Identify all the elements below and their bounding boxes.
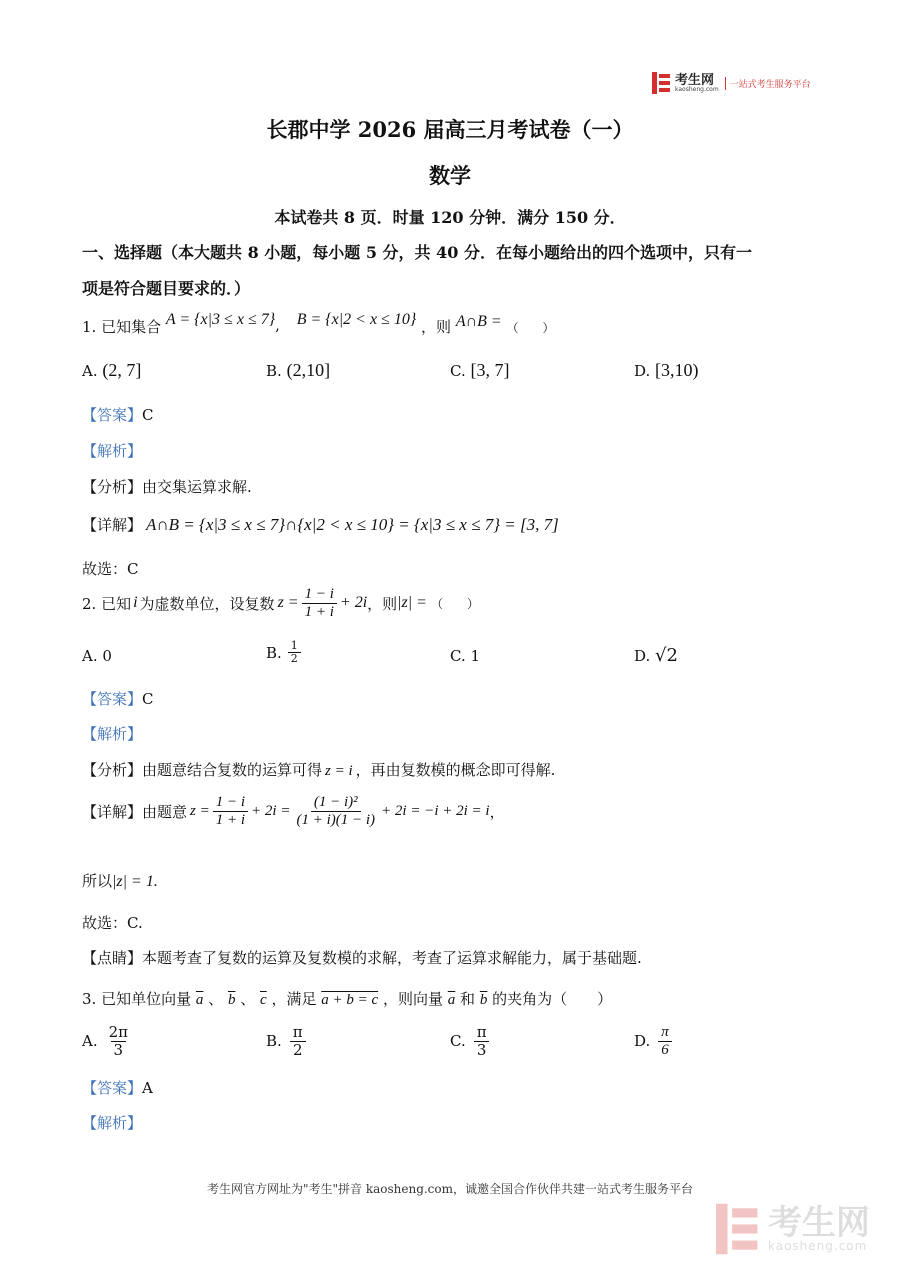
option-letter: B. [266, 643, 282, 662]
q1-set-a: A = {x|3 ≤ x ≤ 7} [165, 311, 276, 328]
q3-stem-b: ，满足 [271, 990, 317, 1008]
q2-analysis-tag: 【解析】 [82, 725, 143, 743]
q2-fenxi [82, 759, 555, 780]
q2-option-d[interactable] [634, 645, 678, 666]
dianjing-text: 本题考查了复数的运算及复数模的求解，考查了运算求解能力，属于基础题. [142, 949, 642, 967]
xj-plus1: + 2i = [251, 802, 291, 819]
xiangjie-tag: 【详解】 [82, 516, 143, 534]
xiangjie-tag: 【详解】 [82, 802, 143, 821]
frac-den: 3 [474, 1041, 490, 1059]
option-value: [3,10) [655, 360, 699, 380]
option-fraction [106, 1024, 131, 1058]
frac-num: 1 [288, 640, 301, 653]
option-letter: C. [450, 1032, 466, 1050]
frac-den: 3 [111, 1041, 127, 1059]
frac-num: 1 − i [213, 794, 248, 812]
page-title: 长郡中学 2026 届高三月考试卷（一） [266, 117, 634, 142]
frac-num: (1 − i)² [311, 794, 361, 812]
logo-brand: 考生网 [675, 72, 715, 88]
q1-guxuan: 故选：C [82, 560, 139, 578]
vec-b: $\overline{b}$ [227, 992, 236, 1008]
xiangjie-expr: A∩B = {x|3 ≤ x ≤ 7}∩{x|2 < x ≤ 10} = {x|3 ≤ x ≤ 7} = [3, 7] [146, 515, 559, 534]
option-fraction [290, 1024, 306, 1058]
q3-option-c[interactable] [450, 1024, 493, 1058]
q1-option-b[interactable] [266, 360, 330, 381]
option-fraction [658, 1024, 672, 1058]
fenxi-text-b: ，再由复数模的概念即可得解. [355, 761, 556, 779]
dianjing-tag: 【点睛】 [82, 949, 143, 967]
vec-a: $\overline{a}$ [195, 992, 204, 1008]
watermark-domain: kaosheng.com [768, 1239, 868, 1253]
q1-answer [82, 404, 154, 425]
answer-tag: 【答案】 [82, 1079, 143, 1097]
q3-analysis-tag: 【解析】 [82, 1114, 143, 1132]
q2-stem [82, 586, 479, 620]
q2-dianjing [82, 947, 642, 968]
option-fraction [288, 640, 301, 665]
q1-set-b: B = {x|2 < x ≤ 10} [296, 311, 417, 328]
option-letter: D. [634, 647, 651, 665]
q3-stem-c: ，则向量 [382, 990, 443, 1008]
watermark [716, 1203, 870, 1255]
option-value: [3, 7] [470, 360, 510, 380]
kaosheng-logo-icon [652, 72, 672, 94]
xj-z: z = [190, 802, 210, 819]
frac-den: (1 + i)(1 − i) [296, 811, 376, 828]
answer-value: C [142, 690, 154, 708]
page-footer: 考生网官方网址为"考生"拼音 kaosheng.com，诚邀全国合作伙伴共建一站式考生服务平台 [206, 1182, 694, 1196]
answer-value: C [142, 406, 154, 424]
frac-den: 2 [290, 652, 298, 666]
xj-fraction-2 [293, 794, 378, 828]
q2-fraction [302, 586, 337, 620]
xj-fraction-1 [213, 794, 248, 828]
q2-stem-prefix: 2. 已知 [82, 594, 132, 613]
q2-suoyi [82, 870, 158, 891]
option-letter: A. [82, 1032, 98, 1050]
q2-ask: ，则 [367, 594, 398, 613]
fenxi-tag: 【分析】 [82, 761, 143, 779]
watermark-logo-icon [716, 1203, 762, 1255]
exam-info: 本试卷共 8 页．时量 120 分钟．满分 150 分． [274, 208, 626, 227]
q3-option-d[interactable] [634, 1024, 675, 1058]
q2-stem-i: i [133, 594, 138, 611]
subject-title: 数学 [429, 163, 471, 188]
option-letter: D. [634, 1032, 651, 1050]
fenxi-text-a: 由题意结合复数的运算可得 [142, 761, 323, 779]
frac-den: 6 [658, 1041, 672, 1059]
suoyi-text: 所以 [82, 872, 113, 890]
option-letter: A. [82, 362, 98, 380]
q3-and: 和 [460, 990, 476, 1008]
option-letter: C. [450, 362, 466, 380]
q3-option-b[interactable] [266, 1024, 309, 1058]
logo-domain: kaosheng.com [675, 85, 719, 93]
q3-answer [82, 1077, 153, 1098]
frac-num: π [476, 1023, 487, 1041]
q2-z-eq: z = [277, 594, 299, 611]
vec-sum: a + b = c [321, 992, 379, 1008]
answer-tag: 【答案】 [82, 690, 143, 708]
q1-ask: ，则 [421, 318, 452, 336]
sep-1: 、 [208, 990, 224, 1008]
xiangjie-text: 由题意 [142, 802, 188, 821]
q2-option-b[interactable] [266, 640, 304, 665]
q2-plus: + 2i [339, 594, 368, 611]
fenxi-text: 由交集运算求解. [142, 478, 252, 496]
q1-stem: 1. 已知集合 A = {x|3 ≤ x ≤ 7}, B = {x|2 < x ≤ 10} ，则 A∩B = （ ） [82, 311, 555, 336]
answer-tag: 【答案】 [82, 406, 143, 424]
q1-option-d[interactable] [634, 360, 699, 381]
section-heading-line1: 一、选择题（本大题共 8 小题，每小题 5 分，共 40 分．在每小题给出的四个选项中，只有一 [82, 243, 752, 262]
q1-fenxi [82, 476, 252, 497]
xj-tail: + 2i = −i + 2i = i [381, 802, 490, 819]
vec-b-2: $\overline{b}$ [479, 992, 488, 1008]
q2-paren: （ ） [430, 596, 479, 611]
fenxi-z: z = i [325, 763, 353, 779]
q1-option-c[interactable] [450, 360, 510, 381]
q2-answer [82, 688, 154, 709]
option-value: (2,10] [286, 360, 331, 380]
frac-num: π [292, 1023, 303, 1041]
q1-expr: A∩B = [455, 313, 502, 330]
suoyi-expr: |z| = 1. [112, 873, 158, 890]
q1-paren: （ ） [506, 321, 555, 335]
vec-a-2: $\overline{a}$ [447, 992, 456, 1008]
sep-2: 、 [240, 990, 256, 1008]
option-value: (2, 7] [102, 360, 142, 380]
q3-stem-d: 的夹角为（ ） [492, 990, 613, 1008]
fenxi-tag: 【分析】 [82, 478, 143, 496]
option-letter: D. [634, 362, 651, 380]
xj-comma: ， [489, 802, 505, 821]
q1-analysis-tag: 【解析】 [82, 442, 143, 460]
vec-c: $\overline{c}$ [260, 992, 267, 1008]
q3-option-a[interactable] [82, 1024, 134, 1058]
option-letter: B. [266, 362, 282, 380]
q3-stem-a: 3. 已知单位向量 [82, 990, 192, 1008]
q2-option-a[interactable]: A. 0 [82, 647, 112, 665]
q3-stem [82, 988, 612, 1009]
q1-xiangjie [82, 514, 559, 535]
q2-stem-mid: 为虚数单位，设复数 [139, 594, 275, 613]
option-letter: B. [266, 1032, 282, 1050]
q1-option-a[interactable] [82, 360, 141, 381]
option-value: √2 [655, 645, 678, 666]
frac-den: 2 [290, 1041, 306, 1059]
q2-frac-num: 1 − i [302, 586, 337, 604]
frac-num: 2π [108, 1023, 129, 1041]
logo-slogan: 一站式考生服务平台 [725, 77, 811, 90]
q2-xiangjie [82, 794, 505, 828]
q2-guxuan: 故选：C. [82, 914, 143, 932]
frac-den: 1 + i [215, 811, 246, 828]
q2-frac-den: 1 + i [304, 603, 334, 620]
section-heading-line2: 项是符合题目要求的．） [82, 279, 251, 298]
frac-num: π [661, 1024, 669, 1040]
watermark-brand: 考生网 [768, 1203, 870, 1243]
answer-value: A [142, 1079, 153, 1097]
option-fraction [474, 1024, 490, 1058]
kaosheng-logo[interactable] [652, 72, 811, 94]
q1-stem-prefix: 1. 已知集合 [82, 318, 162, 336]
q2-abs: |z| = [397, 594, 427, 611]
q2-option-c[interactable]: C. 1 [450, 647, 481, 665]
